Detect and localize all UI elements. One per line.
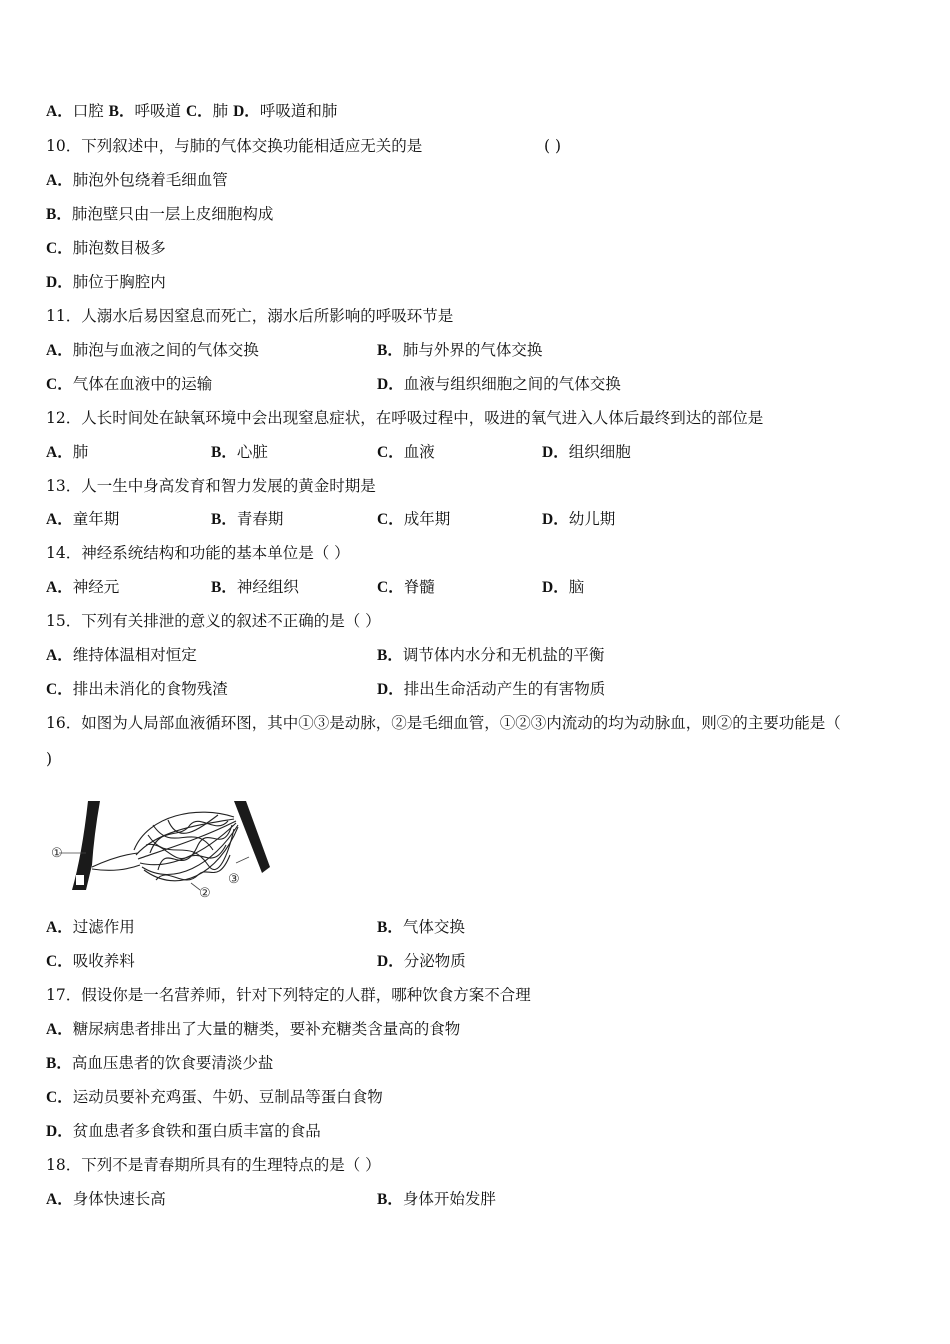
option-text: 神经组织 — [236, 578, 299, 596]
q18-option-a — [46, 1188, 166, 1210]
option-text: 肺 — [72, 443, 89, 461]
q17-stem: 17．假设你是一名营养师，针对下列特定的人群，哪种饮食方案不合理 — [46, 986, 531, 1004]
q14-option-b — [211, 576, 299, 598]
option-letter: C． — [46, 953, 73, 970]
q13-option-d — [542, 508, 615, 530]
option-letter: D． — [233, 103, 260, 120]
artery-3-shape — [234, 801, 270, 873]
option-text: 血液与组织细胞之间的气体交换 — [403, 375, 621, 393]
q12-stem: 12．人长时间处在缺氧环境中会出现窒息症状，在呼吸过程中，吸进的氧气进入人体后最终到达的部位是 — [46, 409, 764, 427]
option-text: 吸收养料 — [72, 952, 135, 970]
q10-answer-paren: ( ) — [544, 137, 562, 155]
option-text: 肺 — [212, 102, 229, 120]
option-letter: B． — [211, 579, 237, 596]
q10-option-b — [46, 203, 273, 225]
q14-option-a — [46, 576, 119, 598]
option-letter: D． — [46, 1123, 73, 1140]
option-letter: D． — [377, 681, 404, 698]
option-letter: A． — [46, 1021, 73, 1038]
option-text: 肺泡数目极多 — [72, 239, 166, 257]
q11-option-c — [46, 373, 212, 395]
option-letter: A． — [46, 511, 73, 528]
option-letter: A． — [46, 103, 73, 120]
q13-option-b — [211, 508, 283, 530]
option-letter: A． — [46, 647, 73, 664]
option-text: 肺泡与血液之间的气体交换 — [72, 341, 259, 359]
option-letter: A． — [46, 444, 73, 461]
option-letter: B． — [46, 206, 72, 223]
option-text: 糖尿病患者排出了大量的糖类，要补充糖类含量高的食物 — [72, 1020, 461, 1038]
option-text: 组织细胞 — [568, 443, 631, 461]
option-text: 运动员要补充鸡蛋、牛奶、豆制品等蛋白食物 — [72, 1088, 383, 1106]
q13-option-a — [46, 508, 119, 530]
option-text: 身体开始发胖 — [402, 1190, 496, 1208]
option-letter: A． — [46, 919, 73, 936]
q17-option-c — [46, 1086, 383, 1108]
q11-option-d — [377, 373, 621, 395]
option-text: 肺与外界的气体交换 — [402, 341, 543, 359]
option-letter: C． — [377, 444, 404, 461]
option-text: 分泌物质 — [403, 952, 466, 970]
q10-option-c — [46, 237, 166, 259]
option-text: 脑 — [568, 578, 585, 596]
q9-option-b — [109, 102, 181, 120]
q13-option-c — [377, 508, 450, 530]
option-letter: A． — [46, 579, 73, 596]
q17-option-b — [46, 1052, 273, 1074]
q12-option-b — [211, 441, 268, 463]
option-text: 贫血患者多食铁和蛋白质丰富的食品 — [72, 1122, 321, 1140]
option-text: 肺泡外包绕着毛细血管 — [72, 171, 228, 189]
q9-options — [46, 100, 337, 122]
option-letter: C． — [377, 579, 404, 596]
option-letter: D． — [542, 444, 569, 461]
option-text: 脊髓 — [403, 578, 435, 596]
option-letter: D． — [377, 953, 404, 970]
option-text: 幼儿期 — [568, 510, 616, 528]
option-letter: C． — [46, 240, 73, 257]
blood-circulation-figure — [48, 795, 278, 905]
q11-option-b — [377, 339, 542, 361]
q14-option-c — [377, 576, 435, 598]
label-2: ② — [199, 886, 211, 901]
option-letter: C． — [46, 1089, 73, 1106]
option-letter: B． — [377, 1191, 403, 1208]
q14-stem: 14．神经系统结构和功能的基本单位是（ ） — [46, 544, 350, 562]
label-3: ③ — [228, 872, 240, 887]
option-text: 身体快速长高 — [72, 1190, 166, 1208]
option-text: 口腔 — [72, 102, 104, 120]
q16-option-a — [46, 916, 135, 938]
q17-option-a — [46, 1018, 460, 1040]
option-letter: B． — [108, 103, 135, 120]
option-text: 气体在血液中的运输 — [72, 375, 213, 393]
option-text: 调节体内水分和无机盐的平衡 — [402, 646, 605, 664]
option-letter: C． — [185, 103, 213, 120]
q10-option-d — [46, 271, 166, 293]
q12-option-c — [377, 441, 435, 463]
option-letter: D． — [377, 376, 404, 393]
q9-option-c — [186, 102, 228, 120]
option-letter: A． — [46, 342, 73, 359]
label-1: ① — [51, 846, 63, 861]
option-text: 呼吸道 — [134, 102, 182, 120]
q12-option-a — [46, 441, 88, 463]
option-text: 排出生命活动产生的有害物质 — [403, 680, 606, 698]
option-text: 呼吸道和肺 — [259, 102, 338, 120]
option-text: 过滤作用 — [72, 918, 135, 936]
option-letter: C． — [46, 681, 73, 698]
option-letter: A． — [46, 172, 73, 189]
q15-option-a — [46, 644, 197, 666]
option-letter: C． — [377, 511, 404, 528]
option-letter: C． — [46, 376, 73, 393]
option-text: 气体交换 — [402, 918, 465, 936]
option-letter: B． — [377, 342, 403, 359]
option-letter: B． — [46, 1055, 72, 1072]
q10-stem — [46, 135, 422, 157]
q15-option-b — [377, 644, 604, 666]
option-letter: D． — [46, 274, 73, 291]
option-text: 肺位于胸腔内 — [72, 273, 166, 291]
option-letter: D． — [542, 511, 569, 528]
option-letter: D． — [542, 579, 569, 596]
option-text: 青春期 — [236, 510, 284, 528]
q15-option-d — [377, 678, 605, 700]
q16-option-c — [46, 950, 135, 972]
option-text: 维持体温相对恒定 — [72, 646, 197, 664]
capillary-network — [92, 812, 238, 881]
q9-option-a — [46, 102, 104, 120]
option-text: 心脏 — [236, 443, 268, 461]
label-3-leader — [236, 857, 249, 863]
option-text: 成年期 — [403, 510, 451, 528]
option-text: 童年期 — [72, 510, 120, 528]
q11-stem: 11．人溺水后易因窒息而死亡，溺水后所影响的呼吸环节是 — [46, 307, 454, 325]
option-letter: B． — [211, 444, 237, 461]
q11-option-a — [46, 339, 259, 361]
q14-option-d — [542, 576, 584, 598]
q16-option-b — [377, 916, 465, 938]
option-text: 血液 — [403, 443, 435, 461]
q10-option-a — [46, 169, 228, 191]
option-text: 高血压患者的饮食要清淡少盐 — [71, 1054, 274, 1072]
option-text: 排出未消化的食物残渣 — [72, 680, 228, 698]
q12-option-d — [542, 441, 631, 463]
q18-option-b — [377, 1188, 496, 1210]
q15-option-c — [46, 678, 228, 700]
option-letter: B． — [377, 647, 403, 664]
q9-option-d — [233, 102, 337, 120]
q16-option-d — [377, 950, 466, 972]
option-text: 肺泡壁只由一层上皮细胞构成 — [71, 205, 274, 223]
q10-stem-text: 10．下列叙述中，与肺的气体交换功能相适应无关的是 — [46, 137, 423, 155]
option-text: 神经元 — [72, 578, 120, 596]
artery-1-valve — [76, 875, 84, 885]
option-letter: A． — [46, 1191, 73, 1208]
q17-option-d — [46, 1120, 321, 1142]
q13-stem: 13．人一生中身高发育和智力发展的黄金时期是 — [46, 477, 376, 495]
option-letter: B． — [211, 511, 237, 528]
q18-stem: 18．下列不是青春期所具有的生理特点的是（ ） — [46, 1156, 381, 1174]
q16-stem: 16．如图为人局部血液循环图，其中①③是动脉，②是毛细血管，①②③内流动的均为动脉血，则②的主要功能是（ — [46, 714, 841, 732]
q16-stem-continued: ) — [46, 750, 53, 768]
q15-stem: 15．下列有关排泄的意义的叙述不正确的是（ ） — [46, 612, 381, 630]
option-letter: B． — [377, 919, 403, 936]
